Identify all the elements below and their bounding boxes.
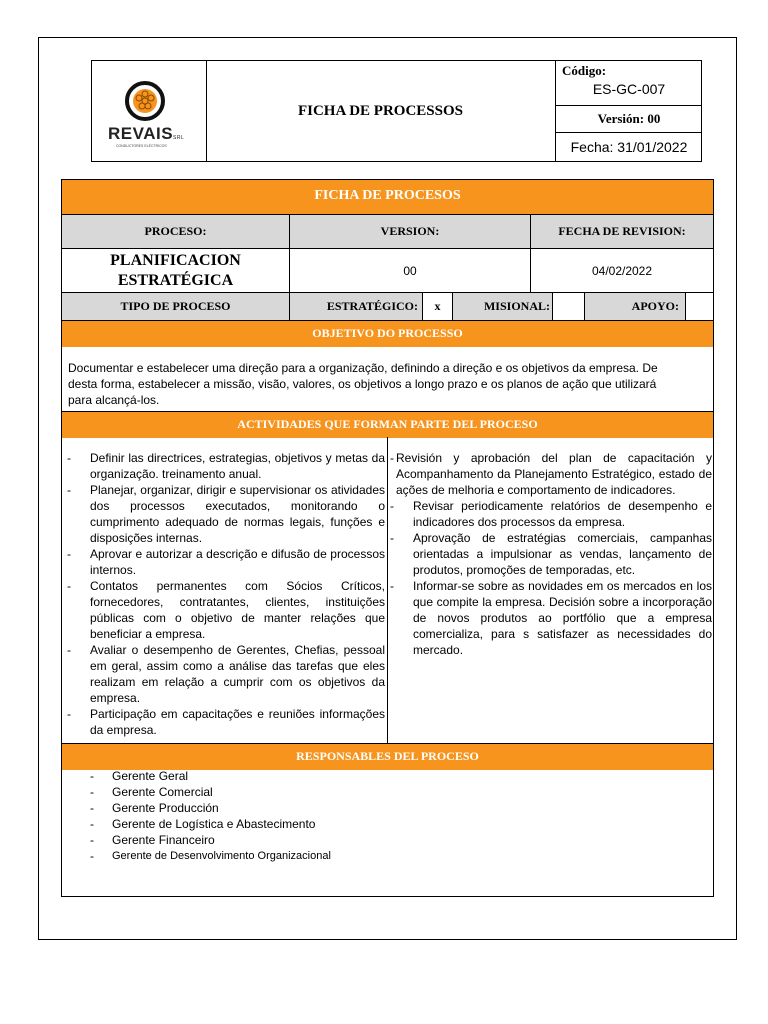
codigo-value: ES-GC-007 [592, 81, 666, 97]
misional-checkbox[interactable] [552, 292, 584, 320]
actividades-right-list [390, 450, 712, 658]
version-value: 00 [289, 248, 530, 292]
revais-logo-icon [123, 79, 167, 123]
document-meta [555, 61, 702, 161]
codigo-label: Código: [562, 63, 607, 78]
list-item: - Informar-se sobre as novidades em os mercados en los que compite la empresa. Decisión sobre a incorporação de novos produtos ao portfólio que a empresa comercializa, para s satisfazer as necessidades do mercado. [390, 579, 712, 657]
list-item: - Definir las directrices, estrategias, objetivos y metas da organização. treinamento anual. [67, 451, 385, 481]
document-title: FICHA DE PROCESSOS [297, 102, 464, 119]
codigo-cell [556, 61, 702, 106]
logo-cell [92, 61, 207, 161]
objetivo-title: OBJETIVO DO PROCESSO [62, 320, 713, 347]
version-header: VERSION: [289, 214, 530, 248]
responsables-list [90, 768, 331, 864]
list-item: - Revisar periodicamente relatórios de desempenho e indicadores dos processos da empresa. [390, 499, 712, 529]
list-item: - Avaliar o desempenho de Gerentes, Chefias, pessoal em geral, assim como a análise das tarefas que eles realizam em relação a cumprir com os objetivos da empresa. [67, 643, 385, 705]
proceso-value [62, 248, 289, 292]
objetivo-text [68, 360, 708, 408]
apoyo-checkbox[interactable] [685, 292, 713, 320]
list-item: - Aprovar e autorizar a descrição e difusão de processos internos. [67, 547, 385, 577]
estrategico-checkbox[interactable]: x [422, 292, 452, 320]
fecha-cell: Fecha: 31/01/2022 [570, 138, 688, 155]
list-item: - Revisión y aprobación del plan de capacitación y Acompanhamento da Planejamento Estratégico, estado de ações de melhoria e comportamento de indicadores. [390, 451, 712, 497]
objetivo-line: desta forma, estabelecer a missão, visão, valores, os objetivos a longo prazo e os planos de ação que utilizará [68, 377, 657, 391]
misional-label: MISIONAL: [452, 292, 552, 320]
logo-tagline: CONDUCTORES ELÉCTRICOS [116, 144, 167, 148]
list-item: - Contatos permanentes com Sócios Críticos, fornecedores, contratantes, clientes, instituições públicas com o objetivo de manter relações que beneficiar a empresa. [67, 579, 385, 641]
list-item: - Gerente Producción [90, 801, 219, 815]
column-divider [387, 437, 388, 743]
list-item: - Gerente de Desenvolvimento Organizacional [90, 849, 331, 863]
list-item: - Gerente Comercial [90, 785, 213, 799]
form-title: FICHA DE PROCESOS [62, 180, 713, 214]
apoyo-label: APOYO: [584, 292, 685, 320]
actividades-left-list [67, 450, 385, 738]
estrategico-label: ESTRATÉGICO: [289, 292, 422, 320]
objetivo-line: Documentar e estabelecer uma direção para a organização, definindo a direção e os objetivos da empresa. De [68, 361, 658, 375]
list-item: - Planejar, organizar, dirigir e supervisionar os atividades dos processos executados, monitorando o cumprimento adequado de normas legais, funções e disposições internas. [67, 483, 385, 545]
list-item: - Participação em capacitações e reuniões informações da empresa. [67, 707, 385, 737]
actividades-title: ACTIVIDADES QUE FORMAN PARTE DEL PROCESO [62, 411, 713, 438]
list-item: - Gerente de Logística e Abastecimento [90, 817, 316, 831]
proceso-header: PROCESO: [62, 214, 289, 248]
fecha-header: FECHA DE REVISION: [530, 214, 713, 248]
list-item: - Gerente Geral [90, 769, 189, 783]
tipo-proceso-label: TIPO DE PROCESO [62, 292, 289, 320]
version-cell: Versión: 00 [556, 105, 702, 133]
objetivo-line: para alcançá-los. [68, 393, 160, 407]
list-item: - Gerente Financeiro [90, 833, 215, 847]
process-form [61, 179, 714, 897]
logo-wordmark: REVAISSRL [108, 124, 185, 143]
proceso-value-line1: PLANIFICACION [110, 251, 241, 269]
list-item: - Aprovação de estratégias comerciais, campanhas orientadas a impulsionar as vendas, lançamento de produtos, promoções de temporadas, etc. [390, 531, 712, 577]
proceso-value-line2: ESTRATÉGICA [117, 271, 234, 289]
document-header [91, 60, 702, 162]
fecha-value: 04/02/2022 [530, 248, 713, 292]
responsables-title: RESPONSABLES DEL PROCESO [62, 743, 713, 770]
